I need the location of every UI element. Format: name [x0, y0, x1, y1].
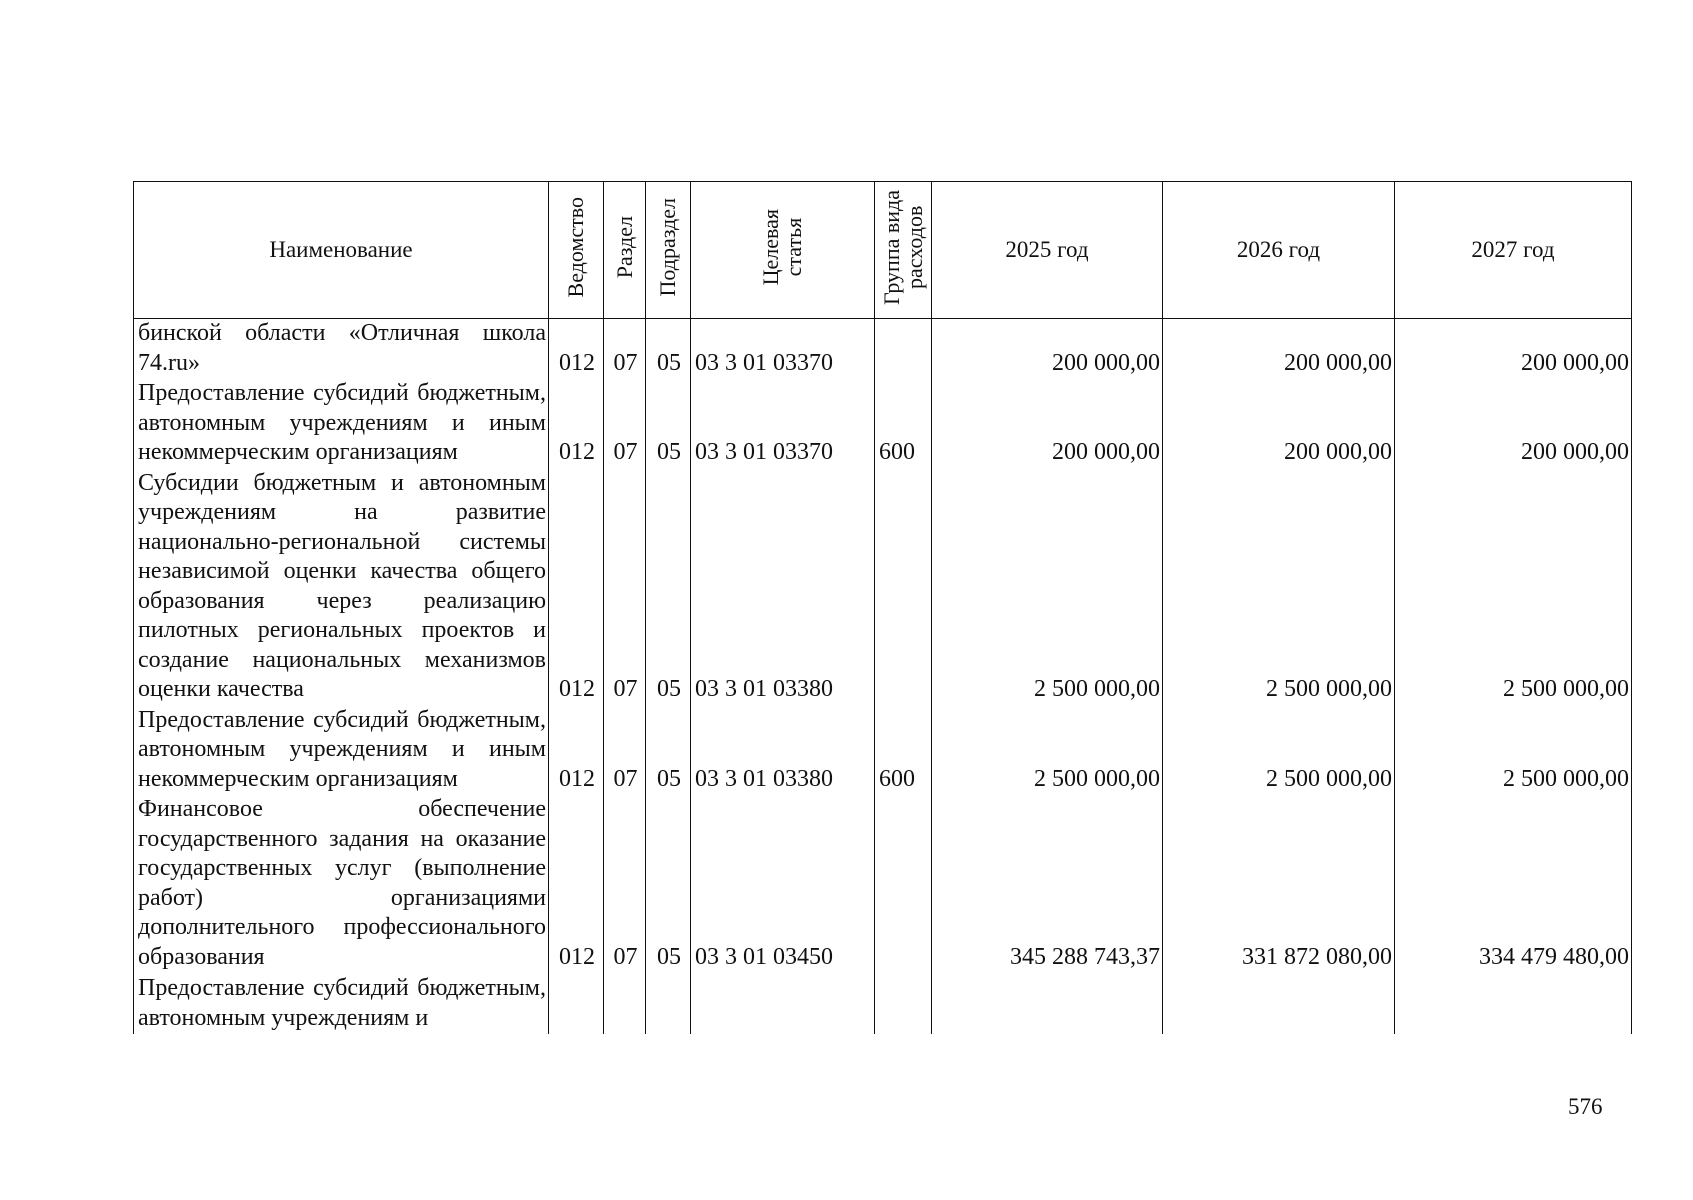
- row-amount-2026: 331 872 080,00: [1163, 795, 1395, 973]
- table-row: [134, 379, 1632, 469]
- row-amount-2025: 2 500 000,00: [932, 706, 1163, 796]
- row-amount-2027: 200 000,00: [1395, 319, 1632, 380]
- row-department: [549, 973, 604, 1034]
- row-target-article: 03 3 01 03380: [691, 469, 875, 706]
- header-target-article: Целевая статья: [691, 182, 875, 319]
- row-amount-2025: 2 500 000,00: [932, 469, 1163, 706]
- row-section: 07: [604, 795, 646, 973]
- header-year-2027: 2027 год: [1395, 182, 1632, 319]
- row-amount-2026: 200 000,00: [1163, 319, 1395, 380]
- header-year-2025: 2025 год: [932, 182, 1163, 319]
- row-section: 07: [604, 319, 646, 380]
- header-row: [134, 182, 1632, 319]
- row-subsection: 05: [646, 795, 691, 973]
- header-section: Раздел: [604, 182, 646, 319]
- row-amount-2025: 200 000,00: [932, 379, 1163, 469]
- row-name: Предоставление субсидий бюджетным, автономным учреждениям и иным некоммерческим организациям: [134, 706, 549, 796]
- header-expense-group: Группа вида расходов: [875, 182, 932, 319]
- row-name: бинской области «Отличная школа 74.ru»: [134, 319, 549, 380]
- row-amount-2027: 2 500 000,00: [1395, 469, 1632, 706]
- row-subsection: 05: [646, 706, 691, 796]
- row-amount-2025: 345 288 743,37: [932, 795, 1163, 973]
- row-department: 012: [549, 795, 604, 973]
- row-department: 012: [549, 469, 604, 706]
- row-name: Субсидии бюджетным и автономным учреждениям на развитие национально-региональной системы независимой оценки качества общего образования через реализацию пилотных региональных проектов и создание национальных механизмов оценки качества: [134, 469, 549, 706]
- row-subsection: 05: [646, 379, 691, 469]
- row-amount-2026: 2 500 000,00: [1163, 706, 1395, 796]
- row-department: 012: [549, 379, 604, 469]
- row-subsection: 05: [646, 319, 691, 380]
- row-expense-group: [875, 795, 932, 973]
- table-row: [134, 973, 1632, 1034]
- row-department: 012: [549, 319, 604, 380]
- row-amount-2025: 200 000,00: [932, 319, 1163, 380]
- table-row: [134, 795, 1632, 973]
- row-subsection: [646, 973, 691, 1034]
- row-subsection: 05: [646, 469, 691, 706]
- page-number: 576: [1568, 1094, 1603, 1119]
- row-amount-2026: 2 500 000,00: [1163, 469, 1395, 706]
- row-section: [604, 973, 646, 1034]
- header-department: Ведомство: [549, 182, 604, 319]
- row-expense-group: 600: [875, 706, 932, 796]
- row-amount-2027: 200 000,00: [1395, 379, 1632, 469]
- header-name: Наименование: [134, 182, 549, 319]
- row-section: 07: [604, 379, 646, 469]
- row-name: Предоставление субсидий бюджетным, автономным учреждениям и: [134, 973, 549, 1034]
- row-department: 012: [549, 706, 604, 796]
- row-expense-group: [875, 319, 932, 380]
- header-subsection: Подраздел: [646, 182, 691, 319]
- table-row: [134, 706, 1632, 796]
- row-target-article: [691, 973, 875, 1034]
- header-year-2026: 2026 год: [1163, 182, 1395, 319]
- row-expense-group: [875, 973, 932, 1034]
- row-amount-2026: 200 000,00: [1163, 379, 1395, 469]
- row-target-article: 03 3 01 03370: [691, 319, 875, 380]
- row-amount-2025: [932, 973, 1163, 1034]
- row-target-article: 03 3 01 03380: [691, 706, 875, 796]
- row-target-article: 03 3 01 03370: [691, 379, 875, 469]
- row-amount-2027: [1395, 973, 1632, 1034]
- table-row: [134, 469, 1632, 706]
- row-name: Предоставление субсидий бюджетным, автономным учреждениям и иным некоммерческим организациям: [134, 379, 549, 469]
- row-target-article: 03 3 01 03450: [691, 795, 875, 973]
- row-amount-2026: [1163, 973, 1395, 1034]
- row-section: 07: [604, 706, 646, 796]
- row-expense-group: 600: [875, 379, 932, 469]
- row-section: 07: [604, 469, 646, 706]
- budget-table: [133, 181, 1632, 1034]
- row-expense-group: [875, 469, 932, 706]
- row-name: Финансовое обеспечение государственного задания на оказание государственных услуг (выполнение работ) организациями дополнительного профессионального образования: [134, 795, 549, 973]
- row-amount-2027: 334 479 480,00: [1395, 795, 1632, 973]
- row-amount-2027: 2 500 000,00: [1395, 706, 1632, 796]
- table-row: [134, 319, 1632, 380]
